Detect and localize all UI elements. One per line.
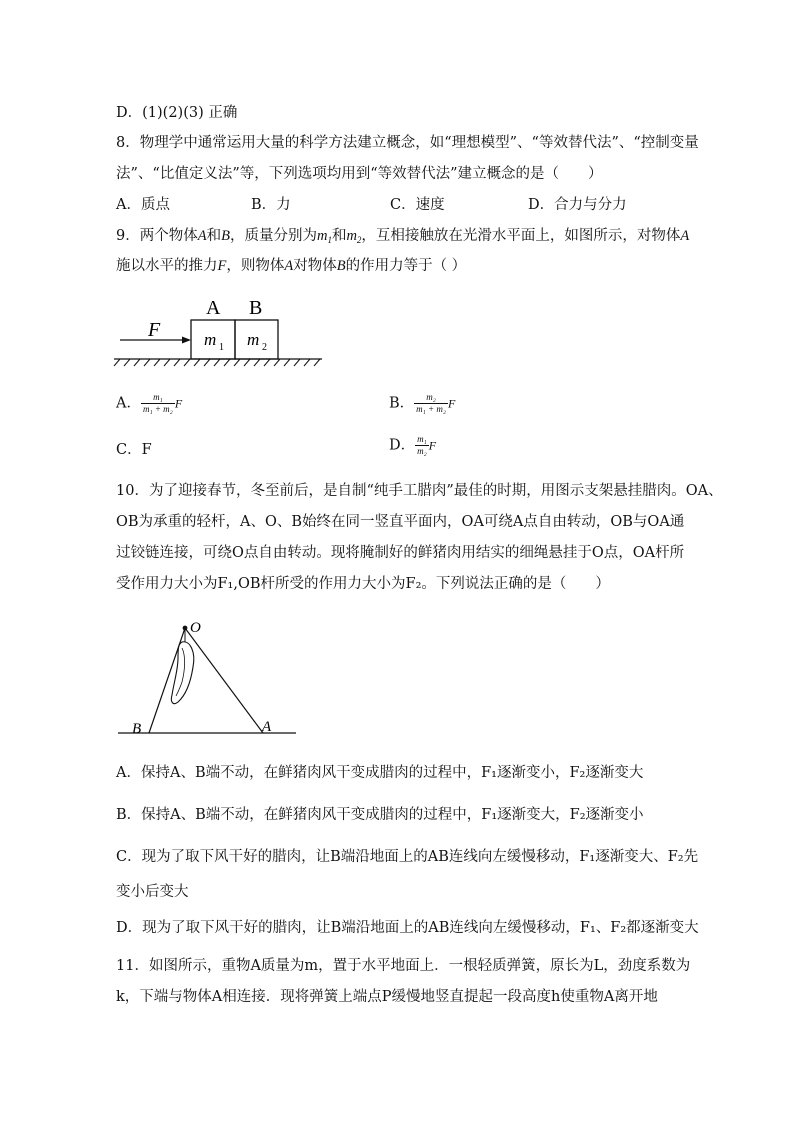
ground-hatching [114,359,320,366]
q9-stem-line2: 施以水平的推力F，则物体A对物体B的作用力等于（ ） [116,258,467,274]
q8-option-b: B．力 [251,197,291,213]
q10-option-a: A．保持A、B端不动，在鲜猪肉风干变成腊肉的过程中，F₁逐渐变小，F₂逐渐变大 [116,765,644,781]
mass2-label: m [247,330,260,349]
q10-option-b: B．保持A、B端不动，在鲜猪肉风干变成腊肉的过程中，F₁逐渐变大，F₂逐渐变小 [116,807,644,823]
q8-option-d: D．合力与分力 [528,197,627,213]
q9-option-a: A． $\frac{\text{m₁}}{\text{m₁ + m₂}}$ F [116,392,183,414]
q10-bracket-figure [112,612,302,740]
q10-option-c-line1: C．现为了取下风干好的腊肉，让B端沿地面上的AB连线向左缓慢移动，F₁逐渐变大、F₂先 [116,849,699,865]
q11-stem-line1: 11．如图所示，重物A质量为m，置于水平地面上．一根轻质弹簧，原长为L，劲度系数为 [116,958,691,974]
force-label: F [148,319,161,341]
q10-stem-line2: OB为承重的轻杆，A、O、B始终在同一竖直平面内，OA可绕A点自由转动，OB与OA通 [116,514,685,530]
mass1-subscript: 1 [219,342,224,353]
q10-stem-line4: 受作用力大小为F₁,OB杆所受的作用力大小为F₂。下列说法正确的是（ ） [116,576,610,592]
q11-stem-line2: k，下端与物体A相连接．现将弹簧上端点P缓慢地竖直提起一段高度h使重物A离开地 [116,989,658,1005]
label-b: B [132,721,142,737]
q8-option-a: A．质点 [116,197,170,213]
q10-stem-line3: 过铰链连接，可绕O点自由转动。现将腌制好的鲜猪肉用结实的细绳悬挂于O点，OA杆所 [116,545,685,561]
q9-option-d: D． $\frac{\text{m₁}}{\text{m₂}}$ F [389,434,437,456]
q8-option-c: C．速度 [390,197,445,213]
q9-option-c: C．F [116,442,152,458]
block-a-label: A [206,297,221,319]
rod-oa [185,628,263,733]
q9-stem-line1: 9．两个物体A和B，质量分别为$m_1$和$m_2$，互相接触放在光滑水平面上，如图所示，对物体A [116,228,690,245]
label-o: O [190,620,201,636]
block-b-label: B [249,297,263,319]
q8-stem-line1: 8．物理学中通常运用大量的科学方法建立概念，如“理想模型”、“等效替代法”、“控制变量 [116,135,699,151]
label-a: A [262,719,272,735]
q9-blocks-figure [110,292,330,374]
mass2-subscript: 2 [262,342,267,353]
q7-option-d: D．(1)(2)(3) 正确 [116,105,238,121]
mass1-label: m [204,330,217,349]
cured-meat [171,642,193,704]
q10-option-d: D．现为了取下风干好的腊肉，让B端沿地面上的AB连线向左缓慢移动，F₁、F₂都逐渐变大 [116,920,699,936]
q8-stem-line2: 法”、“比值定义法”等，下列选项均用到“等效替代法”建立概念的是（ ） [116,166,603,182]
q10-stem-line1: 10．为了迎接春节，冬至前后，是自制“纯手工腊肉”最佳的时期，用图示支架悬挂腊肉。OA、 [116,483,723,499]
force-arrow-head [182,337,191,344]
q9-option-b: B． $\frac{\text{m₂}}{\text{m₁ + m₂}}$ F [389,392,456,414]
q10-option-c-line2: 变小后变大 [116,884,189,900]
